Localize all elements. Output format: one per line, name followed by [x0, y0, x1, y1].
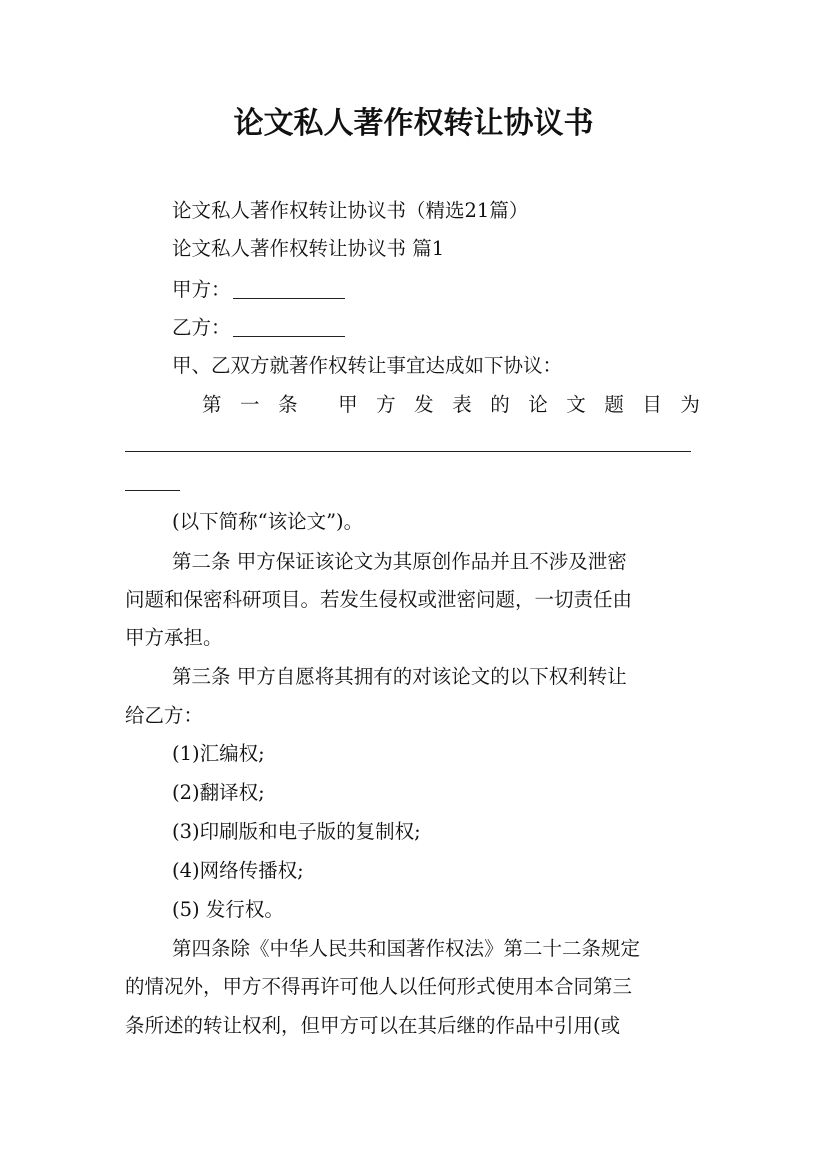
article1-char: 第: [202, 393, 222, 416]
article1-char: 甲: [338, 393, 358, 416]
article2-line: 第二条 甲方保证该论文为其原创作品并且不涉及泄密: [172, 550, 627, 573]
article4-line: 第四条除《中华人民共和国著作权法》第二十二条规定: [172, 937, 641, 960]
rights-item: (4)网络传播权;: [172, 859, 304, 882]
article2-line: 甲方承担。: [125, 626, 223, 649]
intro-paragraph: 甲、乙双方就著作权转让事宜达成如下协议：: [172, 354, 563, 377]
document-title: 论文私人著作权转让协议书: [233, 106, 594, 141]
party-b-line: [172, 314, 752, 342]
article1-lead: [172, 391, 700, 419]
article2-line: 问题和保密科研项目。若发生侵权或泄密问题，一切责任由: [125, 588, 633, 611]
article1-char: 方: [376, 393, 396, 416]
article4-line: 的情况外，甲方不得再许可他人以任何形式使用本合同第三: [125, 975, 633, 998]
article1-char: 一: [240, 393, 260, 416]
article1-blank-line-1: [125, 451, 691, 452]
party-b-label: 乙方：: [172, 316, 231, 339]
article3-line: 第三条 甲方自愿将其拥有的对该论文的以下权利转让: [172, 665, 627, 688]
article1-char: 的: [490, 393, 510, 416]
party-a-line: [172, 276, 752, 304]
party-b-blank: [233, 335, 345, 337]
article1-char: 条: [278, 393, 298, 416]
rights-item: (5) 发行权。: [172, 898, 284, 921]
party-a-blank: [233, 297, 345, 299]
section-heading: 论文私人著作权转让协议书 篇1: [172, 237, 445, 260]
article1-char: 为: [680, 393, 700, 416]
rights-item: (2)翻译权;: [172, 781, 265, 804]
article1-char: 文: [566, 393, 586, 416]
article1-char: 目: [642, 393, 662, 416]
article4-line: 条所述的转让权利，但甲方可以在其后继的作品中引用(或: [125, 1014, 621, 1037]
article1-blank-line-2: [125, 490, 180, 491]
article1-char: 表: [452, 393, 472, 416]
rights-item: (3)印刷版和电子版的复制权;: [172, 820, 421, 843]
party-a-label: 甲方：: [172, 278, 231, 301]
subtitle: 论文私人著作权转让协议书（精选21篇）: [172, 199, 529, 222]
article3-line: 给乙方：: [125, 704, 204, 727]
article1-tail: (以下简称“该论文”)。: [172, 510, 364, 533]
article1-char: 论: [528, 393, 548, 416]
article1-char: 题: [604, 393, 624, 416]
rights-item: (1)汇编权;: [172, 742, 265, 765]
article1-char: 发: [414, 393, 434, 416]
